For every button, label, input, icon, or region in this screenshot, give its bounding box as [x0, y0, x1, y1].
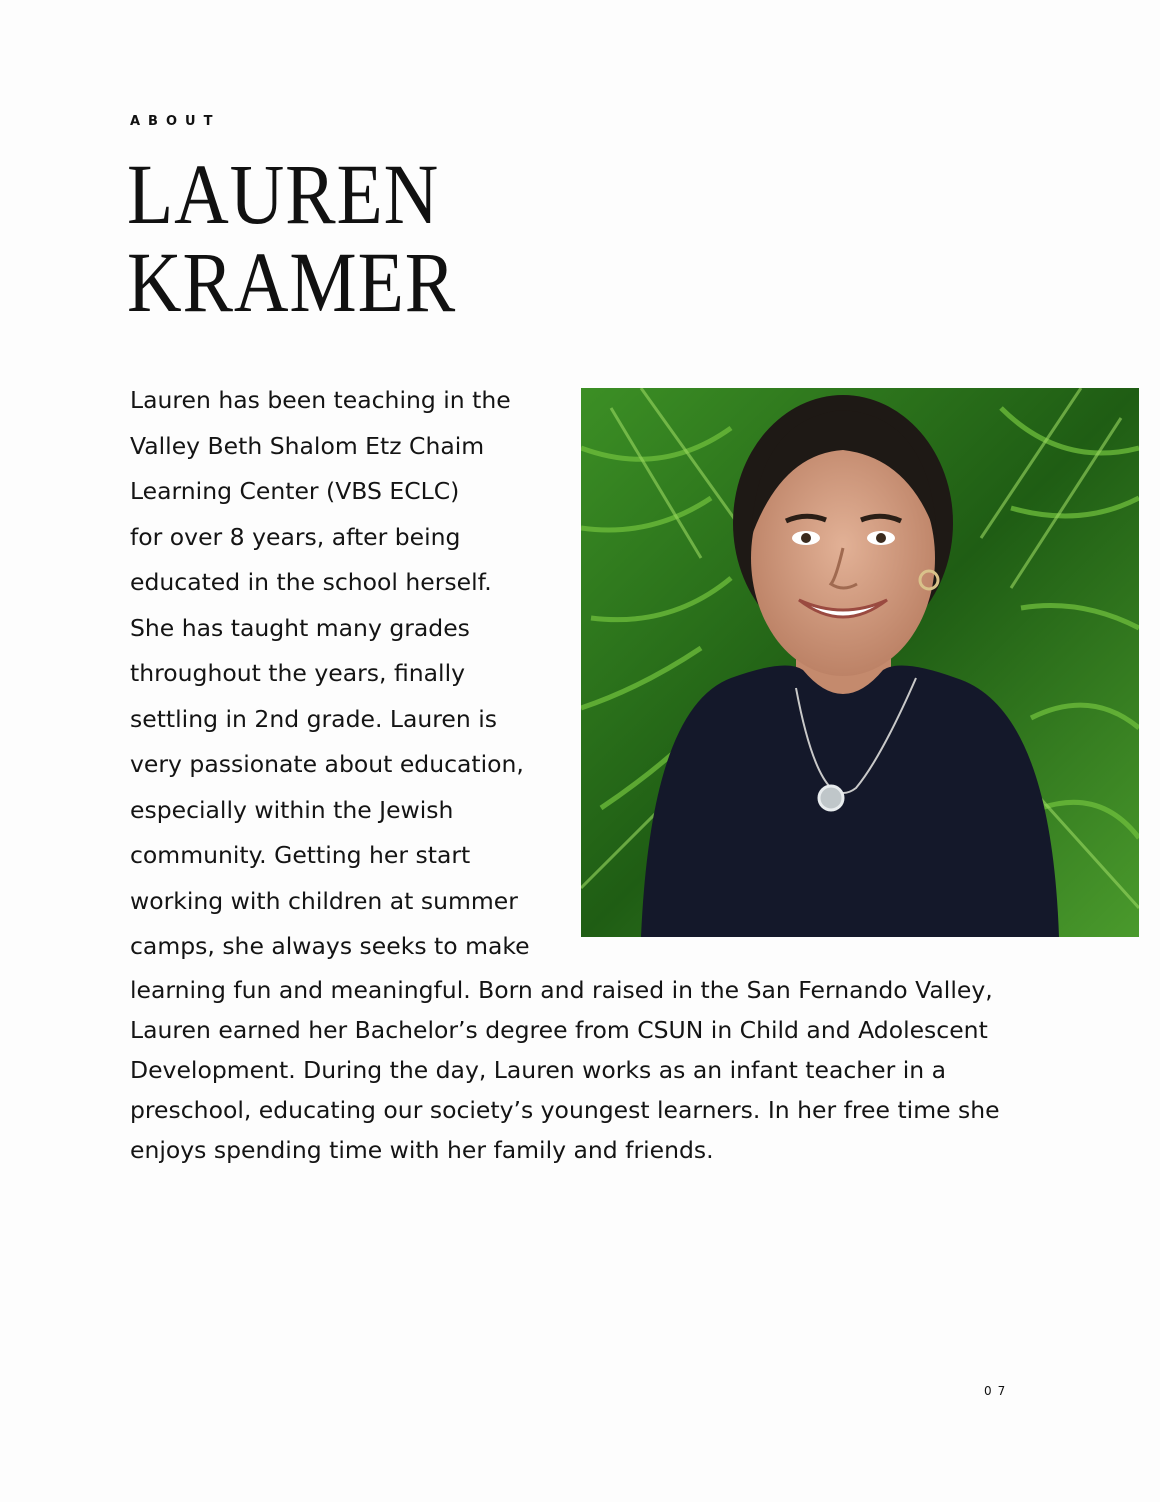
bio-line: for over 8 years, after being: [130, 522, 461, 551]
bio-line: Lauren has been teaching in the: [130, 386, 511, 414]
bio-line: learning fun and meaningful. Born and raised in the San Fernando Valley,: [130, 975, 993, 1004]
bio-line: Valley Beth Shalom Etz Chaim: [130, 431, 485, 460]
title-last-name: KRAMER: [127, 234, 457, 330]
bio-line: preschool, educating our society’s youngest learners. In her free time she: [130, 1095, 1000, 1124]
bio-line: throughout the years, finally: [130, 659, 466, 687]
title-first-name: LAUREN: [127, 146, 440, 242]
bio-line: community. Getting her start: [130, 841, 471, 869]
bio-line: working with children at summer: [130, 886, 518, 915]
bio-line: Development. During the day, Lauren works as an infant teacher in a: [130, 1055, 947, 1084]
page-title: [127, 146, 457, 330]
bio-line: enjoys spending time with her family and friends.: [130, 1135, 714, 1164]
bio-text: [130, 378, 1120, 1170]
bio-line: especially within the Jewish: [130, 795, 454, 824]
bio-line: camps, she always seeks to make: [130, 932, 530, 960]
bio-line: very passionate about education,: [130, 750, 524, 778]
page-number: 07: [984, 1384, 1012, 1398]
bio-line: She has taught many grades: [130, 613, 470, 642]
bio-line: settling in 2nd grade. Lauren is: [130, 704, 498, 733]
bio-line: Learning Center (VBS ECLC): [130, 477, 460, 505]
section-label: ABOUT: [130, 114, 221, 129]
bio-line: Lauren earned her Bachelor’s degree from CSUN in Child and Adolescent: [130, 1015, 988, 1044]
bio-line: educated in the school herself.: [130, 568, 492, 596]
